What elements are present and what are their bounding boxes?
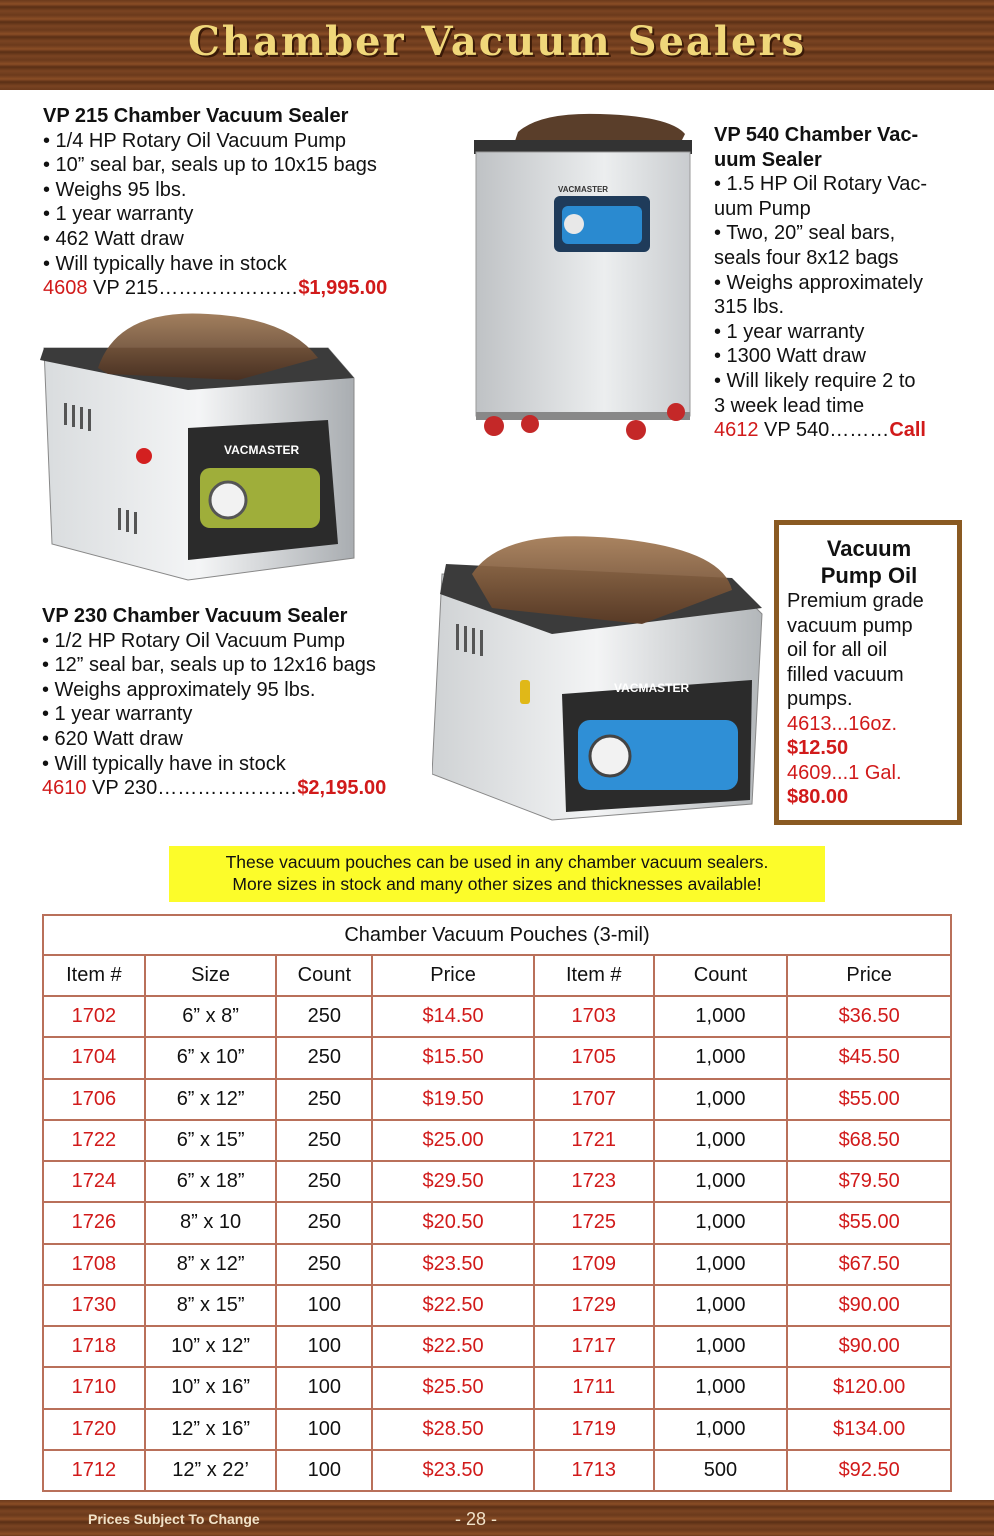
cell-item-bulk: 1723 [534,1161,654,1202]
cell-size: 8” x 10 [145,1202,277,1243]
cell-price-bulk: $92.50 [787,1450,951,1491]
cell-count: 100 [276,1409,372,1450]
vp230-feature: • Will typically have in stock [42,752,286,775]
cell-count-bulk: 1,000 [654,1244,788,1285]
cell-count-bulk: 1,000 [654,1367,788,1408]
vp230-description [42,604,442,801]
table-row [43,1409,951,1450]
cell-size: 12” x 22’ [145,1450,277,1491]
cell-item-bulk: 1725 [534,1202,654,1243]
oil-title-line2: Pump Oil [820,563,918,588]
vp215-feature: • 1/4 HP Rotary Oil Vacuum Pump [43,129,347,152]
cell-count: 250 [276,1202,372,1243]
cell-count-bulk: 1,000 [654,1037,788,1078]
vp230-model: VP 230………………… [86,777,298,800]
col-header-count: Count [276,955,372,996]
page-number: - 28 - [455,1509,498,1529]
oil-desc-line: filled vacuum [787,663,904,686]
page-title: Chamber Vacuum Sealers [187,18,807,65]
cell-item: 1726 [43,1202,145,1243]
footer-note: Prices Subject To Change [88,1511,260,1527]
vp540-feature: seals four 8x12 bags [714,246,899,269]
cell-size: 6” x 18” [145,1161,277,1202]
cell-count-bulk: 1,000 [654,1079,788,1120]
col-header-count-bulk: Count [654,955,788,996]
cell-item: 1708 [43,1244,145,1285]
vp230-item-number: 4610 [42,777,87,800]
cell-price: $29.50 [372,1161,534,1202]
vp230-product-photo [432,534,768,824]
oil-desc-line: vacuum pump [787,614,913,637]
note-line2: More sizes in stock and many other sizes and thicknesses available! [232,874,762,894]
vp230-title: VP 230 Chamber Vacuum Sealer [42,605,348,627]
cell-size: 6” x 15” [145,1120,277,1161]
vp230-price: $2,195.00 [297,777,387,800]
col-header-item-bulk: Item # [534,955,654,996]
col-header-size: Size [145,955,277,996]
vp540-description [714,123,974,443]
oil-title-line1: Vacuum [826,536,912,561]
vp215-model: VP 215………………… [87,277,299,300]
cell-price: $23.50 [372,1244,534,1285]
cell-price: $25.00 [372,1120,534,1161]
table-row [43,1161,951,1202]
cell-item-bulk: 1711 [534,1367,654,1408]
cell-price: $15.50 [372,1037,534,1078]
cell-count: 250 [276,1037,372,1078]
cell-price: $28.50 [372,1409,534,1450]
cell-price-bulk: $55.00 [787,1202,951,1243]
cell-price-bulk: $90.00 [787,1326,951,1367]
vp230-price-line [42,776,442,801]
cell-item: 1730 [43,1285,145,1326]
vp540-brand-label: VACMASTER [558,185,609,194]
cell-count: 100 [276,1450,372,1491]
footer-banner [0,1500,994,1536]
cell-item-bulk: 1703 [534,996,654,1037]
vp540-feature: uum Pump [714,197,811,220]
vp540-feature: • 1 year warranty [714,320,865,343]
cell-price-bulk: $67.50 [787,1244,951,1285]
cell-price-bulk: $45.50 [787,1037,951,1078]
cell-count: 250 [276,996,372,1037]
vp540-feature: • Two, 20” seal bars, [714,222,896,245]
cell-count: 250 [276,1244,372,1285]
cell-count: 100 [276,1285,372,1326]
cell-item-bulk: 1719 [534,1409,654,1450]
cell-item-bulk: 1721 [534,1120,654,1161]
cell-size: 6” x 10” [145,1037,277,1078]
cell-item: 1724 [43,1161,145,1202]
cell-count-bulk: 1,000 [654,1409,788,1450]
table-row [43,1079,951,1120]
table-row [43,1326,951,1367]
vp215-feature: • 10” seal bar, seals up to 10x15 bags [43,154,377,177]
vp540-feature: • Weighs approximately [714,271,923,294]
cell-price: $22.50 [372,1285,534,1326]
cell-item-bulk: 1709 [534,1244,654,1285]
oil-desc-line: pumps. [787,688,853,710]
cell-size: 10” x 12” [145,1326,277,1367]
vacuum-pump-oil-box [774,520,962,825]
vp540-price: Call [889,419,926,442]
vp215-feature: • 462 Watt draw [43,227,184,250]
oil-desc-line: Premium grade [787,590,924,612]
table-header-row [43,955,951,996]
table-row [43,1285,951,1326]
vp215-price: $1,995.00 [298,277,388,300]
cell-price-bulk: $79.50 [787,1161,951,1202]
cell-item: 1704 [43,1037,145,1078]
table-row [43,1037,951,1078]
col-header-price-bulk: Price [787,955,951,996]
vp230-feature: • 620 Watt draw [42,727,183,750]
cell-count-bulk: 1,000 [654,1285,788,1326]
table-row [43,1367,951,1408]
vp230-feature: • 1/2 HP Rotary Oil Vacuum Pump [42,629,346,652]
vp215-title: VP 215 Chamber Vacuum Sealer [43,105,349,127]
cell-price-bulk: $90.00 [787,1285,951,1326]
cell-item: 1718 [43,1326,145,1367]
vp540-feature: 3 week lead time [714,394,865,417]
cell-item: 1722 [43,1120,145,1161]
vp540-feature: • Will likely require 2 to [714,369,916,392]
col-header-item: Item # [43,955,145,996]
oil-price-16oz: $12.50 [787,737,849,759]
col-header-price: Price [372,955,534,996]
pouch-price-table [42,914,952,1492]
cell-price: $23.50 [372,1450,534,1491]
vp215-feature: • Will typically have in stock [43,252,287,275]
cell-count: 250 [276,1079,372,1120]
cell-price-bulk: $55.00 [787,1079,951,1120]
cell-price-bulk: $36.50 [787,996,951,1037]
header-banner [0,0,994,90]
cell-count: 250 [276,1120,372,1161]
cell-count-bulk: 1,000 [654,996,788,1037]
vp215-product-photo [38,308,358,584]
cell-item: 1720 [43,1409,145,1450]
vp215-item-number: 4608 [43,277,88,300]
table-row [43,1450,951,1491]
cell-price-bulk: $134.00 [787,1409,951,1450]
vp215-brand-label: VACMASTER [224,443,300,457]
vp540-feature: • 1300 Watt draw [714,345,866,368]
cell-count-bulk: 1,000 [654,1161,788,1202]
cell-item-bulk: 1717 [534,1326,654,1367]
cell-item-bulk: 1705 [534,1037,654,1078]
vp230-feature: • Weighs approximately 95 lbs. [42,678,316,701]
vp215-price-line [43,276,463,301]
cell-count: 100 [276,1367,372,1408]
table-row [43,1202,951,1243]
cell-item: 1702 [43,996,145,1037]
cell-size: 10” x 16” [145,1367,277,1408]
cell-price: $22.50 [372,1326,534,1367]
vp540-feature: 315 lbs. [714,296,785,319]
table-row [43,1244,951,1285]
cell-price-bulk: $120.00 [787,1367,951,1408]
note-line1: These vacuum pouches can be used in any chamber vacuum sealers. [225,852,769,872]
cell-price: $20.50 [372,1202,534,1243]
cell-item-bulk: 1729 [534,1285,654,1326]
vp215-description [43,104,463,301]
oil-description [787,589,951,810]
vp540-title-line1: VP 540 Chamber Vac- [714,124,919,146]
vp540-price-line [714,418,974,443]
vp540-title-line2: uum Sealer [714,148,822,171]
cell-size: 12” x 16” [145,1409,277,1450]
cell-count: 100 [276,1326,372,1367]
cell-size: 8” x 15” [145,1285,277,1326]
cell-item-bulk: 1713 [534,1450,654,1491]
oil-price-1gal: $80.00 [787,786,849,808]
vp230-brand-label: VACMASTER [614,681,690,695]
cell-price: $25.50 [372,1367,534,1408]
vp215-feature: • Weighs 95 lbs. [43,178,187,201]
cell-count-bulk: 1,000 [654,1202,788,1243]
oil-option-16oz: 4613...16oz. [787,712,898,735]
cell-count-bulk: 500 [654,1450,788,1491]
oil-option-1gal: 4609...1 Gal. [787,761,902,784]
vp230-feature: • 12” seal bar, seals up to 12x16 bags [42,654,376,677]
vp540-product-photo [470,112,698,450]
cell-price: $14.50 [372,996,534,1037]
vp540-item-number: 4612 [714,419,759,442]
pouch-note [169,846,825,902]
cell-size: 6” x 8” [145,996,277,1037]
oil-desc-line: oil for all oil [787,639,888,661]
cell-size: 8” x 12” [145,1244,277,1285]
cell-count-bulk: 1,000 [654,1326,788,1367]
cell-count: 250 [276,1161,372,1202]
cell-price: $19.50 [372,1079,534,1120]
cell-item: 1706 [43,1079,145,1120]
table-row [43,996,951,1037]
table-caption: Chamber Vacuum Pouches (3-mil) [43,915,951,955]
cell-count-bulk: 1,000 [654,1120,788,1161]
vp540-model: VP 540……… [758,419,890,442]
vp215-feature: • 1 year warranty [43,203,194,226]
cell-item-bulk: 1707 [534,1079,654,1120]
table-row [43,1120,951,1161]
cell-item: 1712 [43,1450,145,1491]
vp540-feature: • 1.5 HP Oil Rotary Vac- [714,173,927,196]
cell-price-bulk: $68.50 [787,1120,951,1161]
cell-size: 6” x 12” [145,1079,277,1120]
vp230-feature: • 1 year warranty [42,703,193,726]
cell-item: 1710 [43,1367,145,1408]
